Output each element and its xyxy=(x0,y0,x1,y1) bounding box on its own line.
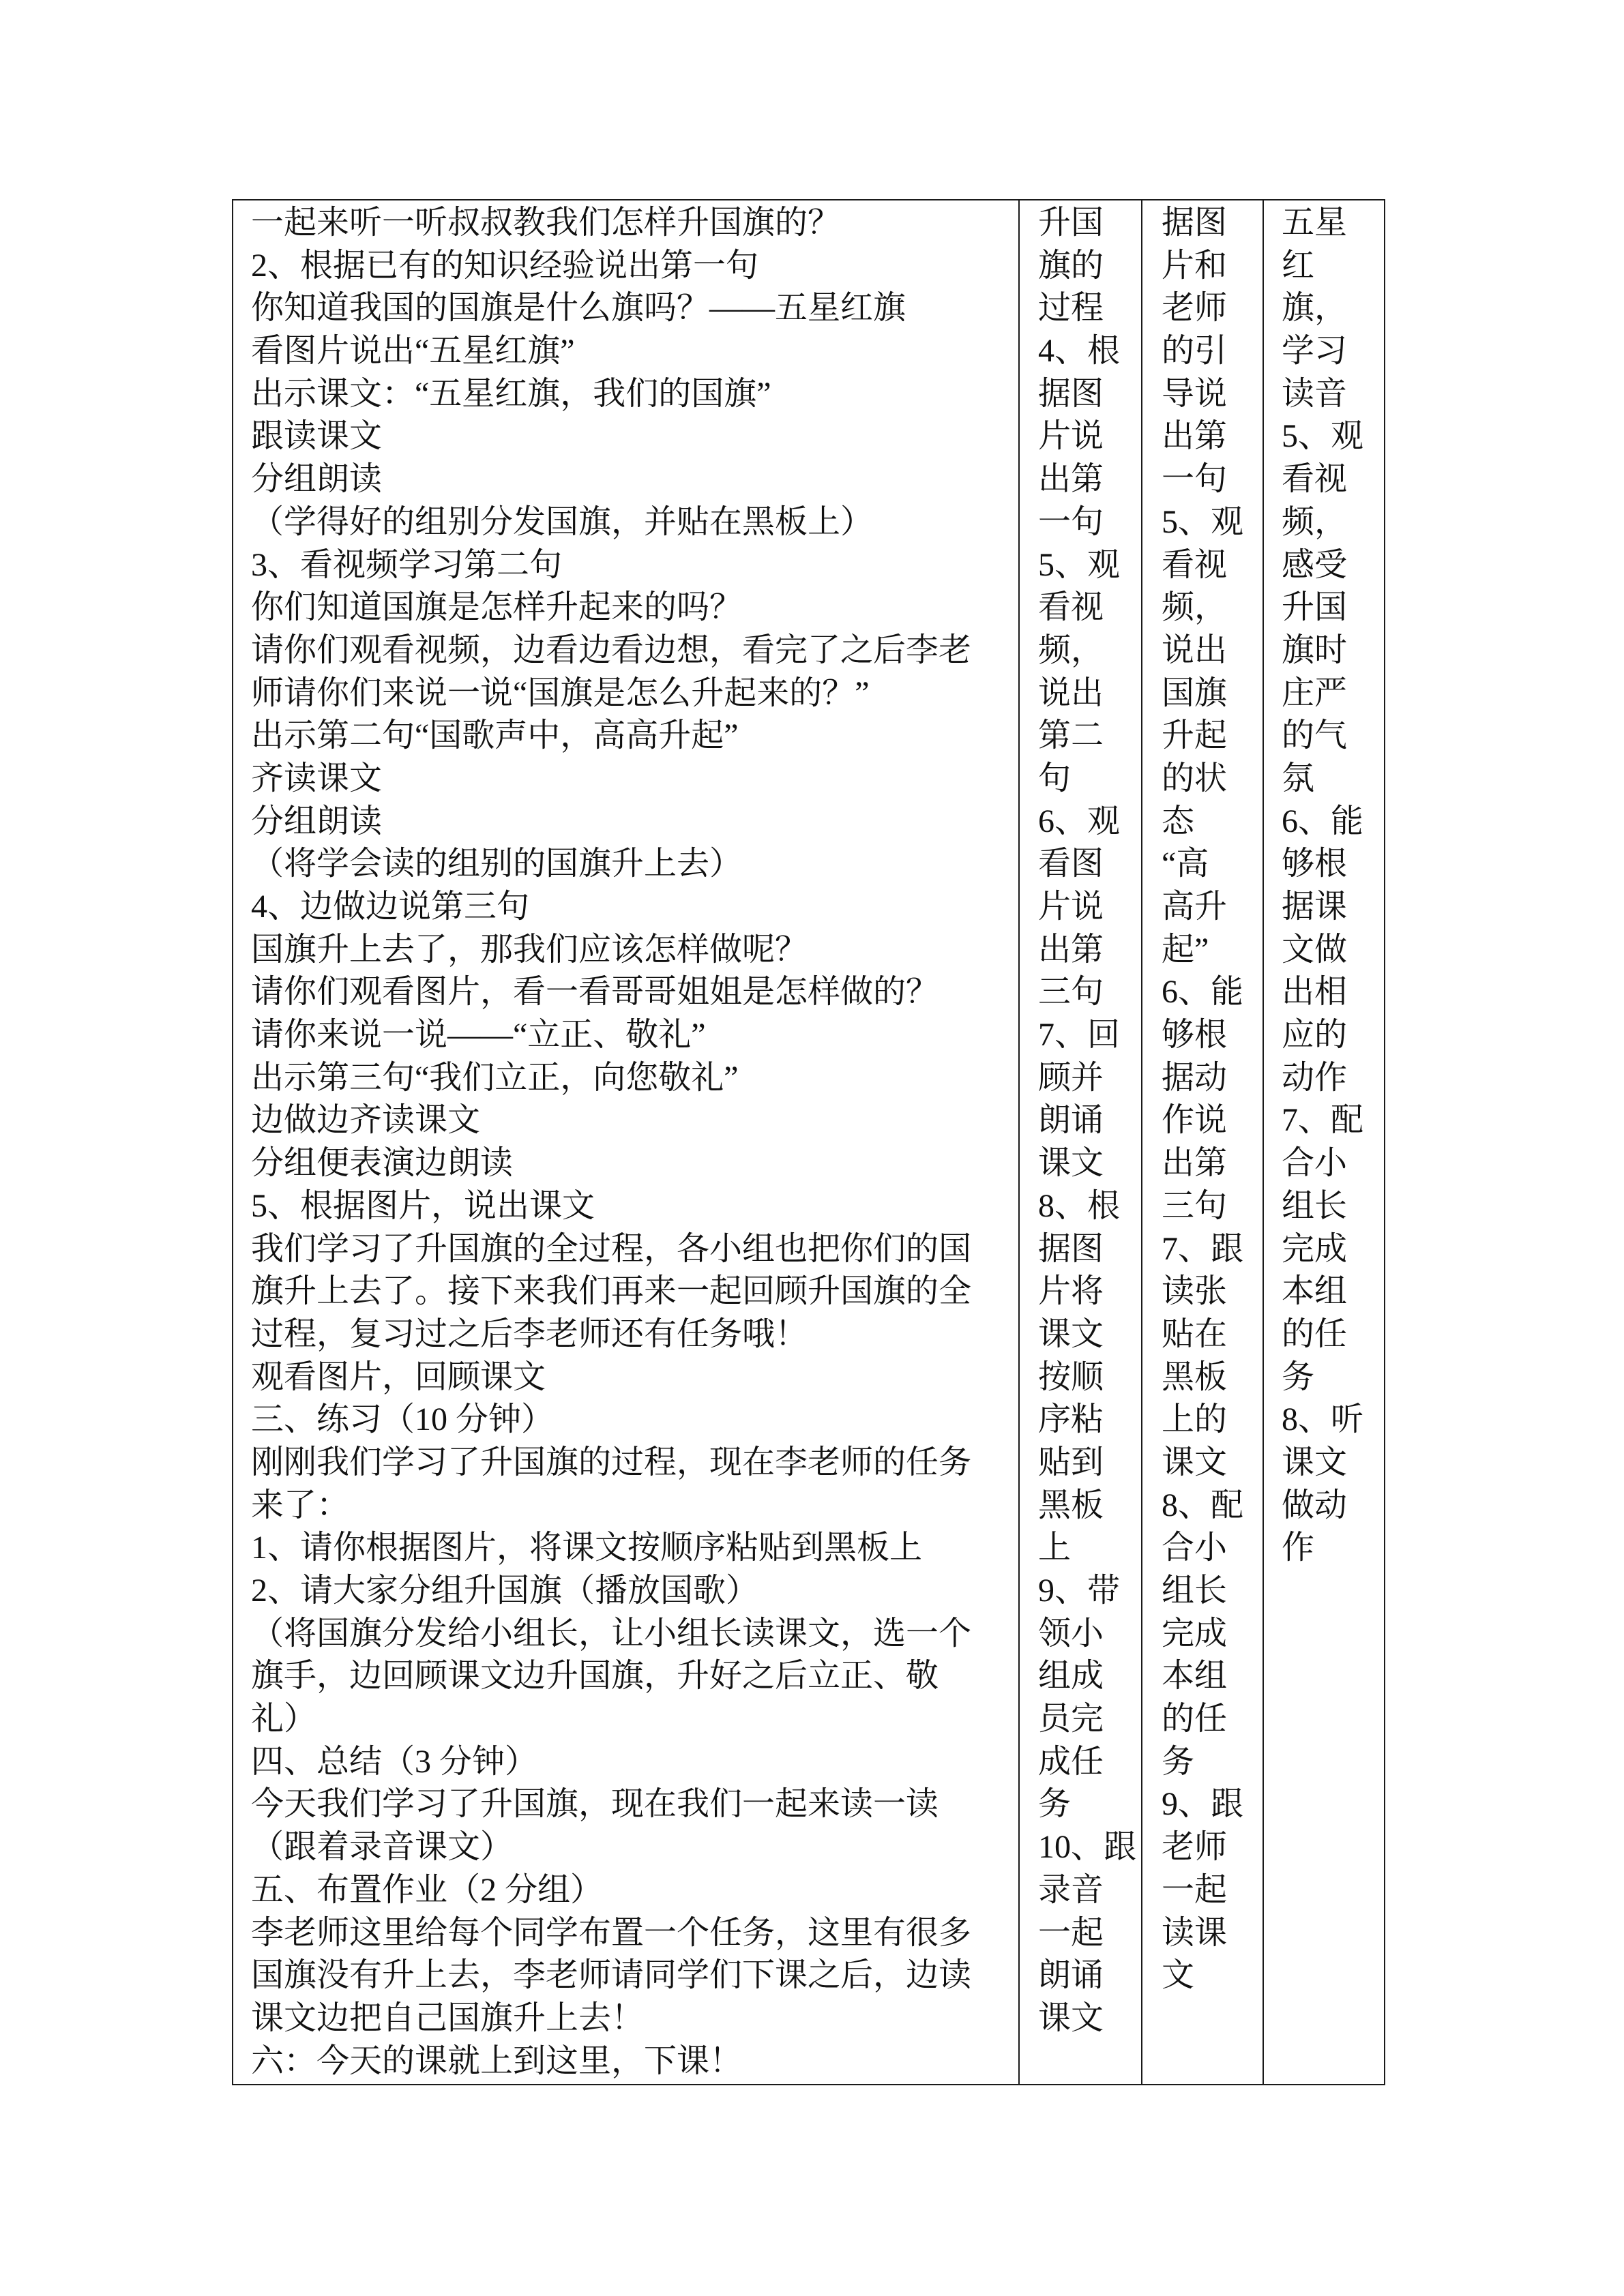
text-line: 1、请你根据图片，将课文按顺序粘贴到黑板上 xyxy=(251,1530,923,1566)
text-line: 8、配 xyxy=(1162,1487,1244,1523)
text-line: 读张 xyxy=(1162,1273,1228,1310)
text-line: 刚刚我们学习了升国旗的过程，现在李老师的任务 xyxy=(251,1444,972,1480)
text-line: 上 xyxy=(1038,1530,1072,1566)
text-line: 五星 xyxy=(1282,205,1348,241)
text-line: 7、回 xyxy=(1038,1017,1121,1054)
text-line: 看图片说出“五星红旗” xyxy=(251,333,575,370)
text-line: 高升 xyxy=(1162,889,1228,925)
text-line: 6、能 xyxy=(1162,974,1244,1011)
text-line: 第二 xyxy=(1038,717,1104,754)
text-line: 国旗 xyxy=(1162,674,1228,711)
text-line: 出第 xyxy=(1038,931,1104,968)
text-line: 按顺 xyxy=(1038,1358,1104,1395)
text-line: （将国旗分发给小组长，让小组长读课文，选一个 xyxy=(251,1615,972,1652)
text-line: 据图 xyxy=(1038,1230,1104,1267)
text-line: 来了： xyxy=(251,1487,350,1523)
text-line: 课文 xyxy=(1038,1315,1104,1352)
text-line: 黑板 xyxy=(1162,1358,1228,1395)
text-line: 务 xyxy=(1038,1786,1072,1823)
text-line: 作说 xyxy=(1162,1102,1228,1139)
text-line: 四、总结（3 分钟） xyxy=(251,1743,538,1780)
text-line: 据图 xyxy=(1162,205,1228,241)
text-line: 5、观 xyxy=(1038,546,1121,583)
text-line: 的任 xyxy=(1162,1701,1228,1738)
text-line: 5、根据图片，说出课文 xyxy=(251,1187,595,1224)
text-line: 你知道我国的国旗是什么旗吗？——五星红旗 xyxy=(251,290,906,327)
text-line: 2、请大家分组升国旗（播放国歌） xyxy=(251,1572,759,1609)
text-line: 句 xyxy=(1038,760,1072,796)
text-line: 2、根据已有的知识经验说出第一句 xyxy=(251,247,759,284)
text-line: 师请你们来说一说“国旗是怎么升起来的？” xyxy=(251,674,870,711)
text-line: 合小 xyxy=(1282,1145,1348,1182)
text-line: 员完 xyxy=(1038,1701,1104,1738)
text-line: 课文边把自己国旗升上去！ xyxy=(251,1999,645,2036)
text-line: 够根 xyxy=(1282,846,1348,882)
text-line: 起” xyxy=(1162,931,1209,968)
text-line: 片将 xyxy=(1038,1273,1104,1310)
text-line: 片和 xyxy=(1162,247,1228,284)
text-line: 升国 xyxy=(1038,205,1104,241)
text-line: 看视 xyxy=(1038,589,1104,626)
text-line: 频， xyxy=(1038,631,1104,668)
text-line: 务 xyxy=(1282,1358,1315,1395)
text-line: 应的 xyxy=(1282,1017,1348,1054)
text-line: 录音 xyxy=(1038,1871,1104,1908)
expected-outcome-column xyxy=(1142,200,1264,2084)
text-line: 升国 xyxy=(1282,589,1348,626)
text-line: 旗， xyxy=(1282,290,1348,327)
text-line: 6、能 xyxy=(1282,803,1364,839)
text-line: 你们知道国旗是怎样升起来的吗？ xyxy=(251,589,743,626)
text-line: 学习 xyxy=(1282,333,1348,370)
text-line: 看视 xyxy=(1282,461,1348,498)
text-line: 升起 xyxy=(1162,717,1228,754)
text-line: 氛 xyxy=(1282,760,1315,796)
text-line: 的气 xyxy=(1282,717,1348,754)
text-line: 旗时 xyxy=(1282,631,1348,668)
text-line: 8、根 xyxy=(1038,1187,1121,1224)
text-line: 本组 xyxy=(1162,1658,1228,1695)
text-line: 出第 xyxy=(1038,461,1104,498)
text-line: 说出 xyxy=(1038,674,1104,711)
text-line: 领小 xyxy=(1038,1615,1104,1652)
text-line: 片说 xyxy=(1038,889,1104,925)
text-line: 够根 xyxy=(1162,1017,1228,1054)
text-line: 作 xyxy=(1282,1530,1315,1566)
text-line: 一起 xyxy=(1038,1914,1104,1951)
text-line: 4、边做边说第三句 xyxy=(251,889,530,925)
text-line: 频， xyxy=(1282,503,1348,540)
text-line: 态 xyxy=(1162,803,1195,839)
text-line: 的状 xyxy=(1162,760,1228,796)
text-line: 出示第二句“国歌声中，高高升起” xyxy=(251,717,739,754)
text-line: 序粘 xyxy=(1038,1401,1104,1438)
text-line: 完成 xyxy=(1282,1230,1348,1267)
text-line: 旗手，边回顾课文边升国旗，升好之后立正、敬 xyxy=(251,1658,939,1695)
text-line: 10、跟 xyxy=(1038,1829,1137,1866)
text-line: 分组便表演边朗读 xyxy=(251,1145,514,1182)
text-line: 看视 xyxy=(1162,546,1228,583)
text-line: 请你们观看图片，看一看哥哥姐姐是怎样做的？ xyxy=(251,974,939,1011)
text-line: 课文 xyxy=(1162,1444,1228,1480)
text-line: 4、根 xyxy=(1038,333,1121,370)
text-line: 完成 xyxy=(1162,1615,1228,1652)
text-line: 读课 xyxy=(1162,1914,1228,1951)
text-line: 三句 xyxy=(1162,1187,1228,1224)
text-line: （跟着录音课文） xyxy=(251,1829,514,1866)
text-line: 过程 xyxy=(1038,290,1104,327)
text-line: 出示课文：“五星红旗，我们的国旗” xyxy=(251,375,771,412)
text-line: 顾并 xyxy=(1038,1059,1104,1096)
text-line: 5、观 xyxy=(1282,418,1364,455)
text-line: 分组朗读 xyxy=(251,461,383,498)
text-line: 一起 xyxy=(1162,1871,1228,1908)
text-line: 庄严 xyxy=(1282,674,1348,711)
text-line: 动作 xyxy=(1282,1059,1348,1096)
text-line: 贴到 xyxy=(1038,1444,1104,1480)
text-line: 一句 xyxy=(1038,503,1104,540)
text-line: 六：今天的课就上到这里，下课！ xyxy=(251,2042,743,2079)
text-line: 7、跟 xyxy=(1162,1230,1244,1267)
teaching-process-column xyxy=(233,200,1020,2084)
text-line: 上的 xyxy=(1162,1401,1228,1438)
text-line: 旗的 xyxy=(1038,247,1104,284)
text-line: 课文 xyxy=(1038,1999,1104,2036)
text-line: 老师 xyxy=(1162,290,1228,327)
text-line: 6、观 xyxy=(1038,803,1121,839)
text-line: “高 xyxy=(1162,846,1209,882)
text-line: 国旗升上去了，那我们应该怎样做呢？ xyxy=(251,931,808,968)
text-line: 贴在 xyxy=(1162,1315,1228,1352)
text-line: 黑板 xyxy=(1038,1487,1104,1523)
text-line: 齐读课文 xyxy=(251,760,383,796)
text-line: 7、配 xyxy=(1282,1102,1364,1139)
text-line: 出第 xyxy=(1162,1145,1228,1182)
text-line: 国旗没有升上去，李老师请同学们下课之后，边读 xyxy=(251,1957,972,1994)
text-line: 礼） xyxy=(251,1701,317,1738)
text-line: 做动 xyxy=(1282,1487,1348,1523)
text-line: 成任 xyxy=(1038,1743,1104,1780)
design-purpose-column xyxy=(1264,200,1384,2084)
text-line: 课文 xyxy=(1282,1444,1348,1480)
text-line: 出示第三句“我们立正，向您敬礼” xyxy=(251,1059,739,1096)
text-line: 观看图片，回顾课文 xyxy=(251,1358,546,1395)
text-line: 过程，复习过之后李老师还有任务哦！ xyxy=(251,1315,808,1352)
text-line: 9、带 xyxy=(1038,1572,1121,1609)
text-line: 说出 xyxy=(1162,631,1228,668)
text-line: 一起来听一听叔叔教我们怎样升国旗的？ xyxy=(251,205,841,241)
text-line: 文 xyxy=(1162,1957,1195,1994)
text-line: 据课 xyxy=(1282,889,1348,925)
text-line: 文做 xyxy=(1282,931,1348,968)
text-line: 一句 xyxy=(1162,461,1228,498)
text-line: 请你们观看视频，边看边看边想，看完了之后李老 xyxy=(251,631,972,668)
text-line: 务 xyxy=(1162,1743,1195,1780)
text-line: 本组 xyxy=(1282,1273,1348,1310)
text-line: 边做边齐读课文 xyxy=(251,1102,481,1139)
text-line: 朗诵 xyxy=(1038,1957,1104,1994)
text-line: 三、练习（10 分钟） xyxy=(251,1401,555,1438)
text-line: 朗诵 xyxy=(1038,1102,1104,1139)
text-line: 课文 xyxy=(1038,1145,1104,1182)
text-line: 请你来说一说——“立正、敬礼” xyxy=(251,1017,706,1054)
text-line: 8、听 xyxy=(1282,1401,1364,1438)
text-line: 5、观 xyxy=(1162,503,1244,540)
text-line: 频， xyxy=(1162,589,1228,626)
text-line: 组长 xyxy=(1162,1572,1228,1609)
text-line: 我们学习了升国旗的全过程，各小组也把你们的国 xyxy=(251,1230,972,1267)
text-line: 感受 xyxy=(1282,546,1348,583)
text-line: 片说 xyxy=(1038,418,1104,455)
text-line: 出相 xyxy=(1282,974,1348,1011)
text-line: 据图 xyxy=(1038,375,1104,412)
text-line: 读音 xyxy=(1282,375,1348,412)
text-line: 组长 xyxy=(1282,1187,1348,1224)
text-line: 老师 xyxy=(1162,1829,1228,1866)
text-line: 旗升上去了。接下来我们再来一起回顾升国旗的全 xyxy=(251,1273,972,1310)
text-line: （学得好的组别分发国旗，并贴在黑板上） xyxy=(251,503,874,540)
text-line: 的任 xyxy=(1282,1315,1348,1352)
text-line: 红 xyxy=(1282,247,1315,284)
text-line: 三句 xyxy=(1038,974,1104,1011)
text-line: 导说 xyxy=(1162,375,1228,412)
text-line: 的引 xyxy=(1162,333,1228,370)
text-line: 出第 xyxy=(1162,418,1228,455)
text-line: 据动 xyxy=(1162,1059,1228,1096)
text-line: 五、布置作业（2 分组） xyxy=(251,1871,604,1908)
text-line: 跟读课文 xyxy=(251,418,383,455)
student-activity-column xyxy=(1020,200,1142,2084)
text-line: 看图 xyxy=(1038,846,1104,882)
lesson-plan-table xyxy=(232,199,1385,2085)
text-line: 今天我们学习了升国旗，现在我们一起来读一读 xyxy=(251,1786,939,1823)
text-line: 合小 xyxy=(1162,1530,1228,1566)
text-line: 3、看视频学习第二句 xyxy=(251,546,563,583)
text-line: （将学会读的组别的国旗升上去） xyxy=(251,846,743,882)
text-line: 李老师这里给每个同学布置一个任务，这里有很多 xyxy=(251,1914,972,1951)
text-line: 组成 xyxy=(1038,1658,1104,1695)
text-line: 分组朗读 xyxy=(251,803,383,839)
text-line: 9、跟 xyxy=(1162,1786,1244,1823)
